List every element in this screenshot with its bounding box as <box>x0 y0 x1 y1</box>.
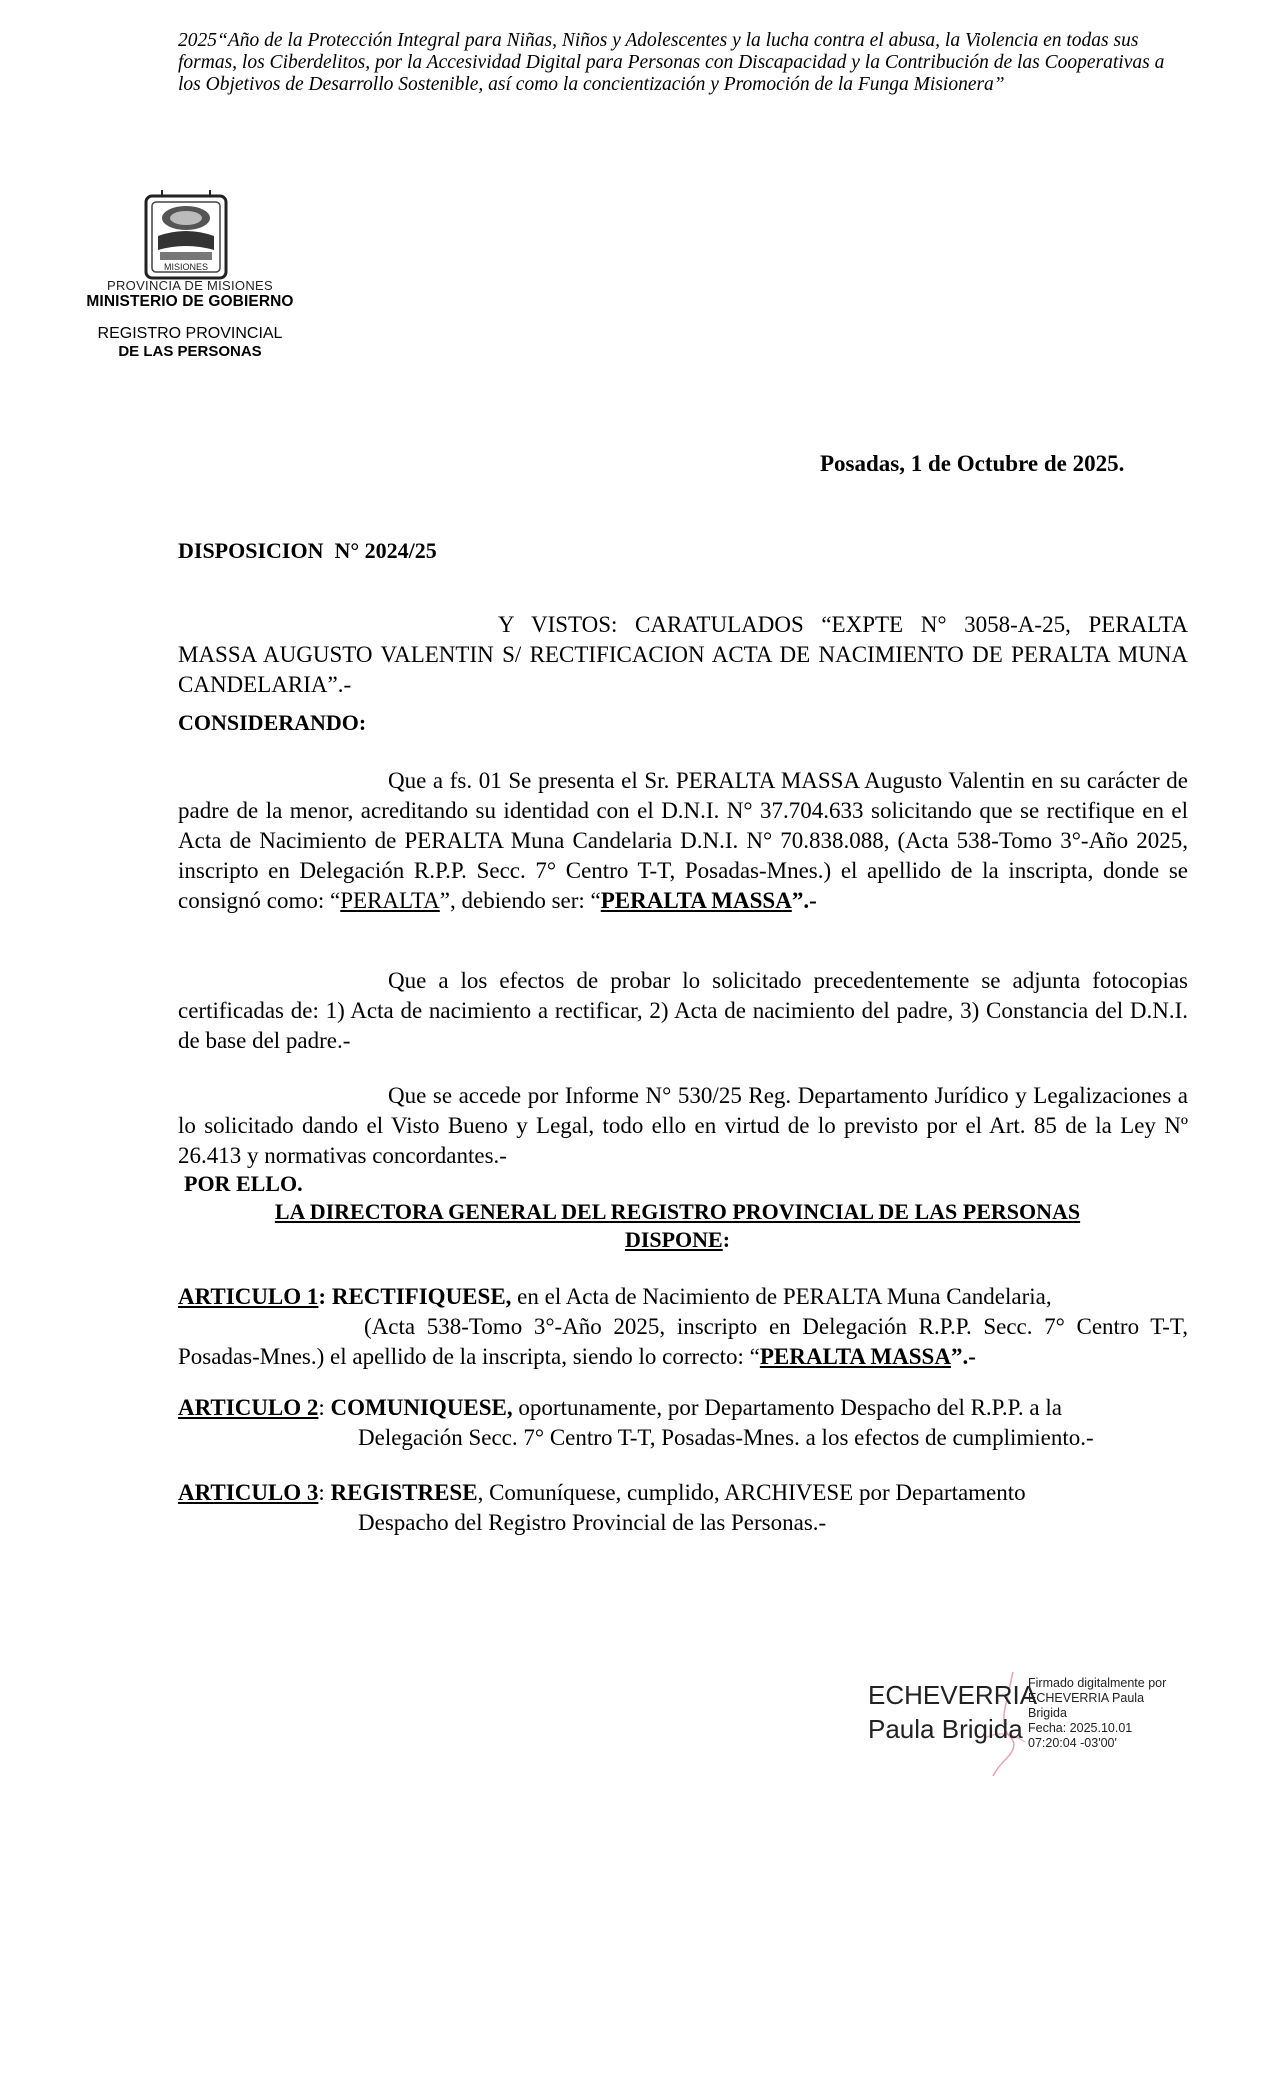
dispone-word: DISPONE <box>624 1227 723 1252</box>
logo-text: MISIONES <box>163 262 209 272</box>
article-2-line1 <box>178 1393 1188 1423</box>
article-3-keyword: REGISTRESE <box>330 1480 478 1505</box>
considerando-heading: CONSIDERANDO: <box>178 710 367 735</box>
article-2-colon: : <box>318 1395 331 1420</box>
registry-prefix: DE LAS <box>118 343 174 360</box>
article-3-colon: : <box>318 1480 331 1505</box>
organization-header <box>60 278 320 361</box>
digital-signature-details <box>1028 1676 1198 1751</box>
registry-suffix: PERSONAS <box>177 343 262 360</box>
article-3-text1: , Comuníquese, cumplido, ARCHIVESE por Departamento <box>477 1480 1026 1505</box>
signer-name <box>868 1678 1037 1746</box>
sig-detail-line3: Brigida <box>1028 1706 1067 1720</box>
wrong-surname: PERALTA <box>340 888 440 913</box>
article-1-line2 <box>178 1312 1188 1372</box>
article-2-keyword: COMUNIQUESE, <box>330 1395 513 1420</box>
por-ello-line: POR ELLO. <box>184 1171 303 1196</box>
vistos-paragraph: Y VISTOS: CARATULADOS “EXPTE N° 3058-A-25, PERALTA MASSA AUGUSTO VALENTIN S/ RECTIFICACION ACTA DE NACIMIENTO DE PERALTA MUNA CANDELARIA”.- <box>178 612 1188 697</box>
p1-end: ”.- <box>791 888 817 913</box>
p1-text: Que a fs. 01 Se presenta el Sr. PERALTA MASSA Augusto Valentin en su carácter de padre de la menor, acreditando su identidad con el D.N.I. N° 37.704.633 solicitando que se rectifique en el Acta de Nacimiento de PERALTA Muna Candelaria D.N.I. N° 70.838.088, (Acta 538-Tomo 3°-Año 2025, inscripto en Delegación R.P.P. Secc. 7° Centro T-T, Posadas-Mnes.) el apellido de la inscripta, donde se consignó como: “ <box>178 768 1188 913</box>
correct-surname: PERALTA MASSA <box>600 888 792 913</box>
directora-line: LA DIRECTORA GENERAL DEL REGISTRO PROVINCIAL DE LAS PERSONAS <box>274 1199 1081 1224</box>
article-2-text1: oportunamente, por Departamento Despacho del R.P.P. a la <box>512 1395 1062 1420</box>
article-1-colon: : <box>318 1284 332 1309</box>
document-date: Posadas, 1 de Octubre de 2025. <box>820 451 1125 476</box>
considerando-paragraph-3: Que se accede por Informe N° 530/25 Reg. Departamento Jurídico y Legalizaciones a lo solicitado dando el Visto Bueno y Legal, todo ello en virtud de lo previsto por el Art. 85 de la Ley Nº 26.413 y normativas concordantes.- <box>178 1083 1188 1168</box>
resolution-heading <box>210 1198 1145 1254</box>
signer-given-names: Paula Brigida <box>868 1714 1023 1744</box>
registry-name-line2 <box>60 343 320 361</box>
article-1-keyword: RECTIFIQUESE, <box>331 1284 512 1309</box>
dispone-line <box>210 1226 1145 1254</box>
provincial-coat-of-arms-icon <box>140 188 232 284</box>
ministry-name: MINISTERIO DE GOBIERNO <box>86 293 294 310</box>
sig-detail-line2: ECHEVERRIA Paula <box>1028 1691 1145 1705</box>
article-1-end: ”.- <box>950 1344 976 1369</box>
province-name: PROVINCIA DE MISIONES <box>107 278 273 293</box>
article-1-label: ARTICULO 1 <box>178 1284 319 1309</box>
registry-name-line1: REGISTRO PROVINCIAL <box>97 325 283 342</box>
article-3 <box>178 1478 1188 1538</box>
p1-middle: ”, debiendo ser: “ <box>439 888 601 913</box>
article-3-line1 <box>178 1478 1188 1508</box>
article-3-label: ARTICULO 3 <box>178 1480 319 1505</box>
article-2-line2: Delegación Secc. 7° Centro T-T, Posadas-Mnes. a los efectos de cumplimiento.- <box>358 1425 1094 1450</box>
sig-detail-line4: Fecha: 2025.10.01 <box>1028 1721 1133 1735</box>
article-3-line2: Despacho del Registro Provincial de las Personas.- <box>358 1510 827 1535</box>
year-motto: 2025“Año de la Protección Integral para Niñas, Niños y Adolescentes y la lucha contra el abusa, la Violencia en todas sus formas, los Ciberdelitos, por la Accesividad Digital para Personas con Discapacidad y la Contribución de las Cooperativas a los Objetivos de Desarrollo Sostenible, así como la concientización y Promoción de la Funga Misionera” <box>178 30 1165 95</box>
sig-detail-line5: 07:20:04 -03'00' <box>1028 1736 1117 1750</box>
article-2 <box>178 1393 1188 1453</box>
article-1-correct-surname: PERALTA MASSA <box>759 1344 951 1369</box>
dispone-colon: : <box>722 1227 731 1252</box>
considerando-paragraph-1 <box>178 766 1188 916</box>
disposition-number: DISPOSICION N° 2024/25 <box>178 538 437 563</box>
article-1-line1 <box>178 1282 1188 1312</box>
article-2-label: ARTICULO 2 <box>178 1395 319 1420</box>
article-1-text2: (Acta 538-Tomo 3°-Año 2025, inscripto en Delegación R.P.P. Secc. 7° Centro T-T, Posadas-Mnes.) el apellido de la inscripta, siendo lo correcto: “ <box>178 1314 1188 1369</box>
sig-detail-line1: Firmado digitalmente por <box>1028 1676 1167 1690</box>
considerando-paragraph-2: Que a los efectos de probar lo solicitado precedentemente se adjunta fotocopias certificadas de: 1) Acta de nacimiento a rectificar, 2) Acta de nacimiento del padre, 3) Constancia del D.N.I. de base del padre.- <box>178 968 1188 1053</box>
article-1 <box>178 1282 1188 1372</box>
signer-surname: ECHEVERRIA <box>868 1680 1038 1710</box>
article-1-text1: en el Acta de Nacimiento de PERALTA Muna Candelaria, <box>511 1284 1052 1309</box>
